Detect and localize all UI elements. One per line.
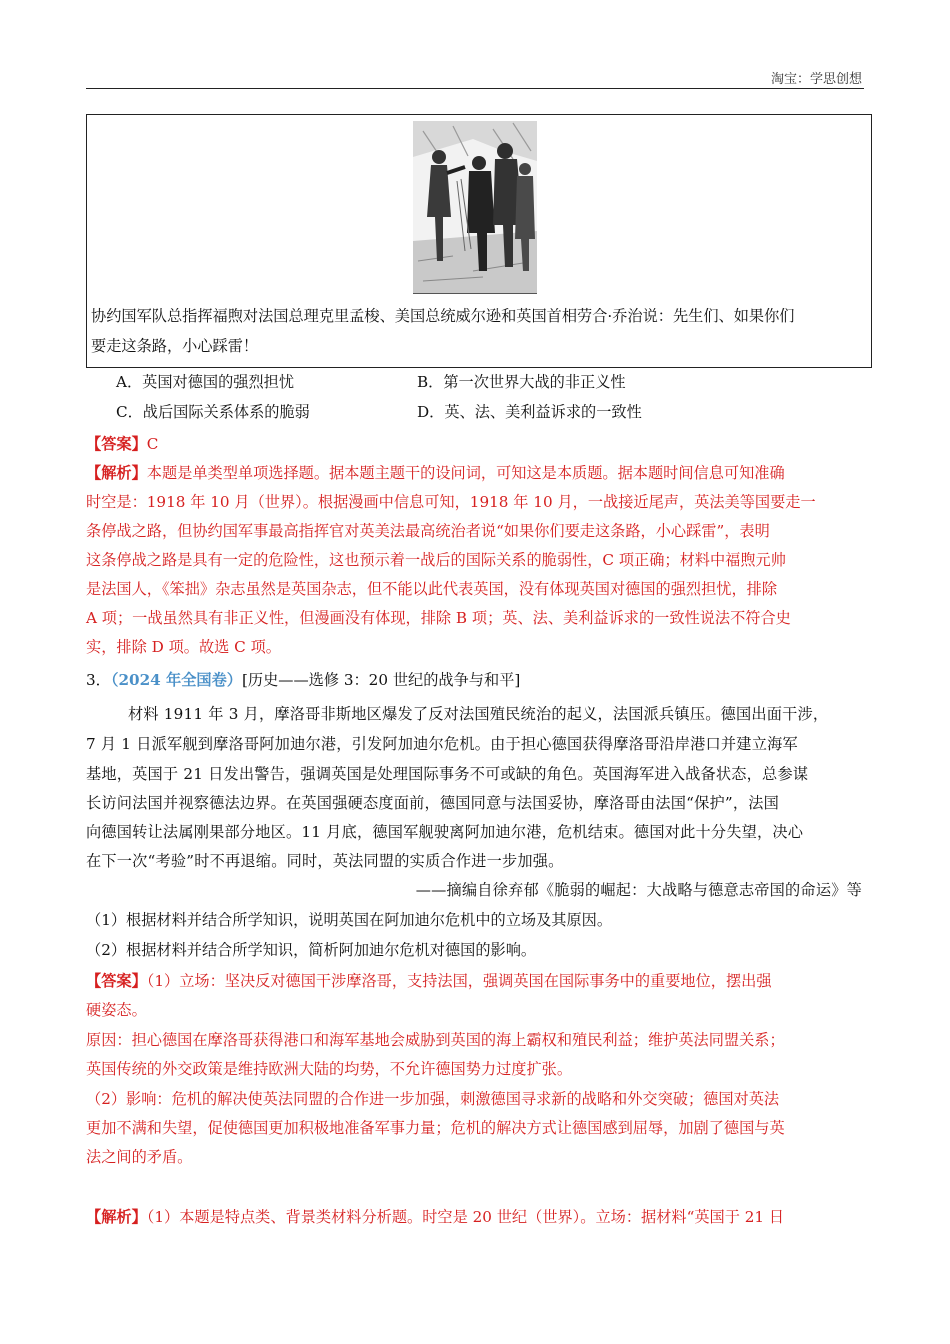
q3-analysis-label: 【解析】 xyxy=(86,1208,147,1226)
q2-analysis-line-1: 【解析】本题是单类型单项选择题。据本题主题干的设问词，可知这是本质题。据本题时间信息可知准确 xyxy=(86,464,785,482)
q3-material-line-6: 在下一次“考验”时不再退缩。同时，英法同盟的实质合作进一步加强。 xyxy=(86,852,564,870)
q3-answer-line-5: （2）影响：危机的解决使英法同盟的合作进一步加强，刺激德国寻求新的战略和外交突破；德国对英法 xyxy=(86,1090,780,1108)
q3-source: （2024 年全国卷） xyxy=(110,671,242,689)
cartoon-box xyxy=(86,114,872,368)
q3-answer-label: 【答案】 xyxy=(86,972,147,990)
q3-analysis-line-1: 【解析】（1）本题是特点类、背景类材料分析题。时空是 20 世纪（世界）。立场：据材料“英国于 21 日 xyxy=(86,1208,785,1226)
option-d: D．英、法、美利益诉求的一致性 xyxy=(417,403,642,421)
q3-answer-line-1: 【答案】（1）立场：坚决反对德国干涉摩洛哥，支持法国，强调英国在国际事务中的重要地位，摆出强 xyxy=(86,972,772,990)
q3-material-line-2: 7 月 1 日派军舰到摩洛哥阿加迪尔港，引发阿加迪尔危机。由于担心德国获得摩洛哥沿岸港口并建立海军 xyxy=(86,735,798,753)
option-c: C．战后国际关系体系的脆弱 xyxy=(116,403,310,421)
q3-source-note: ——摘编自徐弃郁《脆弱的崛起：大战略与德意志帝国的命运》等 xyxy=(415,881,862,899)
page-header xyxy=(86,68,864,89)
q3-sub-question-2: （2）根据材料并结合所学知识，简析阿加迪尔危机对德国的影响。 xyxy=(86,941,537,959)
q2-answer-value: C xyxy=(146,435,159,453)
q2-analysis-line-5: 是法国人，《笨拙》杂志虽然是英国杂志，但不能以此代表英国，没有体现英国对德国的强烈担忧，排除 xyxy=(86,580,778,598)
q2-analysis-line-4: 这条停战之路是具有一定的危险性，这也预示着一战后的国际关系的脆弱性，C 项正确；材料中福煦元帅 xyxy=(86,551,786,569)
q2-analysis-line-2: 时空是：1918 年 10 月（世界）。根据漫画中信息可知，1918 年 10 月，一战接近尾声，英法美等国要走一 xyxy=(86,493,816,511)
q3-material-line-5: 向德国转让法属刚果部分地区。11 月底，德国军舰驶离阿加迪尔港，危机结束。德国对此十分失望，决心 xyxy=(86,823,804,841)
q3-title: [历史——选修 3：20 世纪的战争与和平] xyxy=(241,671,521,689)
q3-answer-line-6: 更加不满和失望，促使德国更加积极地准备军事力量；危机的解决方式让德国感到屈辱，加剧了德国与英 xyxy=(86,1119,785,1137)
q2-analysis-label: 【解析】 xyxy=(86,464,147,482)
caption-line-2: 要走这条路，小心踩雷！ xyxy=(91,337,259,355)
q3-answer-line-2: 硬姿态。 xyxy=(86,1001,147,1019)
q2-answer-label: 【答案】 xyxy=(86,435,147,453)
q2-analysis-line-6: A 项；一战虽然具有非正义性，但漫画没有体现，排除 B 项；英、法、美利益诉求的一致性说法不符合史 xyxy=(86,609,791,627)
q3-heading xyxy=(86,666,520,695)
option-b: B．第一次世界大战的非正义性 xyxy=(417,373,626,391)
cartoon-divider xyxy=(413,293,537,294)
option-a: A．英国对德国的强烈担忧 xyxy=(116,373,295,391)
q3-answer-line-7: 法之间的矛盾。 xyxy=(86,1148,193,1166)
q3-answer-line-3: 原因：担心德国在摩洛哥获得港口和海军基地会威胁到英国的海上霸权和殖民利益；维护英法同盟关系； xyxy=(86,1031,785,1049)
cartoon-caption xyxy=(91,301,867,361)
q3-material-line-3: 基地，英国于 21 日发出警告，强调英国是处理国际事务不可或缺的角色。英国海军进入战备状态，总参谋 xyxy=(86,765,809,783)
q2-analysis-line-3: 条停战之路，但协约国军事最高指挥官对英美法最高统治者说“如果你们要走这条路，小心踩雷”，表明 xyxy=(86,522,770,540)
q3-material-line-4: 长访问法国并视察德法边界。在英国强硬态度面前，德国同意与法国妥协，摩洛哥由法国“保护”，法国 xyxy=(86,794,779,812)
q3-material-line-1: 材料 1911 年 3 月，摩洛哥非斯地区爆发了反对法国殖民统治的起义，法国派兵镇压。德国出面干涉， xyxy=(128,705,829,723)
q3-answer-line-4: 英国传统的外交政策是维持欧洲大陆的均势，不允许德国势力过度扩张。 xyxy=(86,1060,572,1078)
caption-line-1: 协约国军队总指挥福煦对法国总理克里孟梭、美国总统威尔逊和英国首相劳合·乔治说：先生们、如果你们 xyxy=(91,307,795,325)
q3-number: 3． xyxy=(86,671,111,689)
q3-sub-question-1: （1）根据材料并结合所学知识，说明英国在阿加迪尔危机中的立场及其原因。 xyxy=(86,911,613,929)
cartoon-image xyxy=(413,121,537,293)
q2-answer xyxy=(86,430,158,459)
header-shop-text: 淘宝：学思创想 xyxy=(770,72,862,87)
q2-analysis-line-7: 实，排除 D 项。故选 C 项。 xyxy=(86,638,281,656)
